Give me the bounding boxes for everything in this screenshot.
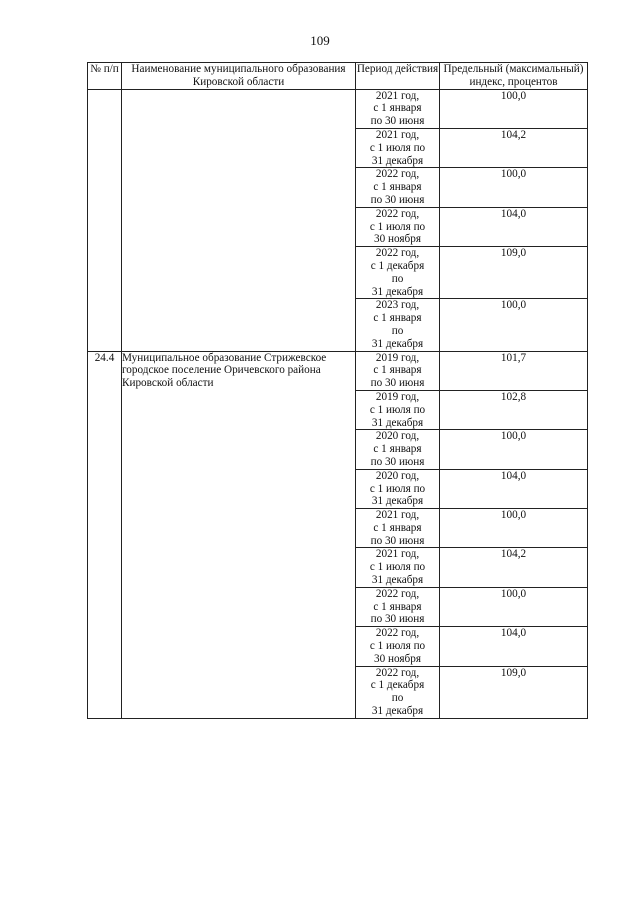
period-cell	[356, 509, 440, 548]
municipality-name-cell: Муниципальное образование Стрижевское городское поселение Оричевского района Кировской области	[122, 351, 356, 718]
period-line: 31 декабря	[371, 285, 424, 298]
period-line: 2022 год,	[375, 666, 420, 679]
period-line: 30 ноября	[374, 652, 421, 665]
period-line: 2022 год,	[375, 247, 420, 260]
period-line: с 1 января	[373, 521, 422, 534]
continued-name-cell	[122, 89, 356, 351]
period-cell	[356, 430, 440, 469]
period-line: по	[391, 692, 404, 705]
period-line: с 1 января	[373, 364, 422, 377]
index-value-cell: 104,0	[440, 627, 588, 666]
period-cell	[356, 207, 440, 246]
period-line: с 1 января	[373, 181, 422, 194]
period-line: с 1 июля по	[369, 561, 426, 574]
period-line: 2020 год,	[375, 469, 420, 482]
period-line: 2022 год,	[375, 168, 420, 181]
period-line: с 1 января	[373, 600, 422, 613]
index-value-cell: 100,0	[440, 299, 588, 351]
period-line: 2020 год,	[375, 430, 420, 443]
period-line: 31 декабря	[371, 337, 424, 350]
page-number: 109	[310, 33, 330, 48]
period-line: с 1 июля по	[369, 403, 426, 416]
period-line: по 30 июня	[370, 613, 425, 626]
period-line: 31 декабря	[371, 705, 424, 718]
period-line: 2021 год,	[375, 89, 420, 102]
period-line: с 1 января	[373, 312, 422, 325]
header-number: № п/п	[88, 63, 122, 90]
period-line: по	[391, 272, 404, 285]
period-line: с 1 декабря	[370, 679, 425, 692]
index-value-cell: 100,0	[440, 89, 588, 128]
index-value-cell: 100,0	[440, 509, 588, 548]
table-header-row	[88, 63, 588, 90]
period-cell	[356, 548, 440, 587]
period-line: 2022 год,	[375, 587, 420, 600]
index-value-cell: 104,0	[440, 207, 588, 246]
period-line: по 30 июня	[370, 193, 425, 206]
index-value-cell: 104,2	[440, 548, 588, 587]
period-line: 2021 год,	[375, 128, 420, 141]
index-value-cell: 104,2	[440, 128, 588, 167]
period-line: 31 декабря	[371, 154, 424, 167]
header-municipality: Наименование муниципального образования Кировской области	[122, 63, 356, 90]
period-line: по	[391, 324, 404, 337]
period-cell	[356, 89, 440, 128]
period-line: 31 декабря	[371, 574, 424, 587]
period-cell	[356, 351, 440, 390]
period-line: по 30 июня	[370, 115, 425, 128]
period-line: с 1 июля по	[369, 640, 426, 653]
period-line: с 1 декабря	[370, 259, 425, 272]
period-line: по 30 июня	[370, 377, 425, 390]
period-line: 2019 год,	[375, 390, 420, 403]
index-value-cell: 100,0	[440, 587, 588, 626]
period-line: с 1 июля по	[369, 141, 426, 154]
period-line: с 1 июля по	[369, 220, 426, 233]
period-line: по 30 июня	[370, 455, 425, 468]
entry-number-cell: 24.4	[88, 351, 122, 718]
period-cell	[356, 247, 440, 299]
header-period: Период действия	[356, 63, 440, 90]
period-line: 2019 год,	[375, 351, 420, 364]
index-value-cell: 104,0	[440, 469, 588, 508]
period-line: с 1 января	[373, 443, 422, 456]
index-value-cell: 102,8	[440, 390, 588, 429]
period-cell	[356, 666, 440, 718]
table-row	[88, 351, 588, 390]
index-value-cell: 101,7	[440, 351, 588, 390]
period-line: с 1 июля по	[369, 482, 426, 495]
index-value-cell: 100,0	[440, 430, 588, 469]
period-cell	[356, 128, 440, 167]
period-line: 2022 год,	[375, 627, 420, 640]
period-line: 2021 год,	[375, 509, 420, 522]
period-line: по 30 июня	[370, 534, 425, 547]
period-cell	[356, 390, 440, 429]
period-line: 2023 год,	[375, 299, 420, 312]
period-cell	[356, 168, 440, 207]
period-cell	[356, 299, 440, 351]
period-line: 30 ноября	[374, 233, 421, 246]
period-line: 31 декабря	[371, 495, 424, 508]
tariff-index-table	[87, 62, 588, 719]
period-line: с 1 января	[373, 102, 422, 115]
period-cell	[356, 627, 440, 666]
continued-number-cell	[88, 89, 122, 351]
table-row	[88, 89, 588, 128]
period-cell	[356, 587, 440, 626]
index-value-cell: 100,0	[440, 168, 588, 207]
period-line: 2022 год,	[375, 207, 420, 220]
index-value-cell: 109,0	[440, 247, 588, 299]
period-line: 31 декабря	[371, 416, 424, 429]
period-line: 2021 год,	[375, 548, 420, 561]
header-index: Предельный (максимальный) индекс, процентов	[440, 63, 588, 90]
index-value-cell: 109,0	[440, 666, 588, 718]
period-cell	[356, 469, 440, 508]
